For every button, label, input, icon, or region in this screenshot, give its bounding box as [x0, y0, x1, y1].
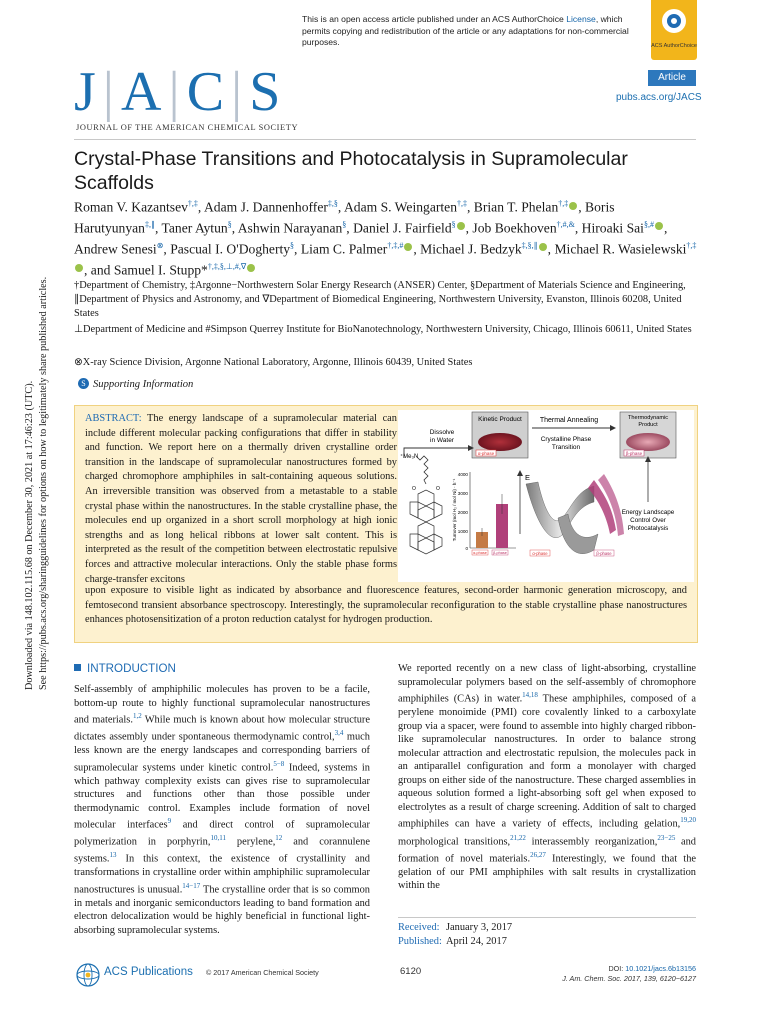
- toc-dissolve-1: Dissolve: [429, 429, 455, 436]
- abstract-label: ABSTRACT:: [85, 413, 142, 424]
- svg-text:1000: 1000: [457, 529, 468, 534]
- author-affiliation-marks: §: [227, 219, 232, 229]
- supporting-info-icon: S: [78, 378, 89, 389]
- article-title: Crystal-Phase Transitions and Photocatalysis in Supramolecular Scaffolds: [74, 148, 628, 194]
- svg-text:Product: Product: [638, 422, 658, 428]
- download-notice-line1: Downloaded via 148.102.115.68 on December 30, 2021 at 17:46:23 (UTC).: [24, 380, 35, 690]
- author-affiliation-marks: †,‡,§,⊥,#,∇: [207, 261, 247, 271]
- author-affiliation-marks: §: [342, 219, 347, 229]
- citation-ref[interactable]: 21,22: [510, 833, 526, 842]
- svg-text:α-phase: α-phase: [532, 551, 548, 556]
- download-notice: [6, 0, 48, 1024]
- author-affiliation-marks: †,‡: [558, 199, 569, 208]
- acs-logo-icon: [74, 962, 102, 988]
- license-link[interactable]: License: [566, 14, 596, 24]
- orcid-icon[interactable]: [539, 243, 547, 251]
- svg-text:β-phase: β-phase: [493, 551, 507, 555]
- citation: J. Am. Chem. Soc. 2017, 139, 6120−6127: [562, 974, 696, 983]
- citation-ref[interactable]: 23−25: [657, 833, 676, 842]
- download-notice-line2: See https://pubs.acs.org/sharingguidelines for options on how to legitimately share published articles.: [38, 276, 49, 690]
- author-name[interactable]: Liam C. Palmer: [300, 241, 388, 257]
- author-name[interactable]: Taner Aytun: [161, 220, 228, 236]
- author-list: Roman V. Kazantsev†,‡, Adam J. Dannenhoffer‡,§, Adam S. Weingarten†,‡, Brian T. Phelan†,‡ , Boris Harutyunyan‡,∥, Taner Aytun§, Ashwin Narayanan§, Daniel J. Fairfield§ , Job Boekhoven†,#,&, Hiroaki Sai§,# , Andrew Senesi⊗, Pascual I. O'Dogherty§, Liam C. Palmer†,‡,# , Michael J. Bedzyk‡,§,∥ , Michael R. Wasielewski†,‡, and Samuel I. Stupp*†,‡,§,⊥,#,∇: [74, 199, 697, 278]
- header-divider: [74, 139, 696, 140]
- orcid-icon[interactable]: [457, 222, 465, 230]
- section-square-icon: [74, 664, 81, 671]
- author-affiliation-marks: ‡,§,∥: [521, 240, 538, 250]
- author-name[interactable]: Hiroaki Sai: [581, 220, 644, 236]
- svg-text:4000: 4000: [457, 472, 468, 477]
- toc-ylabel: Turnover (mol H₂ / mol Ni) · h⁻¹: [452, 478, 457, 542]
- citation-ref[interactable]: 12: [275, 834, 283, 843]
- svg-text:O: O: [412, 486, 416, 492]
- dates-divider: [398, 917, 696, 918]
- citation-ref[interactable]: 3,4: [334, 729, 344, 738]
- orcid-icon[interactable]: [655, 222, 663, 230]
- author-name[interactable]: Job Boekhoven: [472, 220, 557, 236]
- svg-text:in Water: in Water: [430, 437, 454, 444]
- toc-control-label-1: Energy Landscape: [621, 509, 675, 516]
- introduction-heading: INTRODUCTION: [74, 662, 176, 675]
- toc-thermal-label: Thermal Annealing: [539, 417, 599, 424]
- citation-ref[interactable]: 26,27: [530, 850, 546, 859]
- author-affiliation-marks: †,‡: [187, 199, 198, 208]
- author-name[interactable]: Pascual I. O'Dogherty: [170, 241, 291, 257]
- toc-beta-tag: β-phase: [625, 451, 643, 456]
- journal-fullname: JOURNAL OF THE AMERICAN CHEMICAL SOCIETY: [76, 123, 299, 132]
- citation-ref[interactable]: 1,2: [132, 712, 142, 721]
- publisher-name: ACS Publications: [104, 966, 193, 978]
- author-affiliation-marks: ‡,∥: [144, 219, 155, 229]
- author-name[interactable]: Daniel J. Fairfield: [353, 220, 452, 236]
- author-affiliation-marks: †,‡: [686, 240, 697, 250]
- copyright: © 2017 American Chemical Society: [206, 968, 319, 977]
- svg-text:Control Over: Control Over: [630, 517, 666, 524]
- affiliation-2: ⊥Department of Medicine and #Simpson Querrey Institute for BioNanotechnology, Northwestern University, Chicago, Illinois 60611, United States: [74, 324, 692, 335]
- author-name[interactable]: Adam S. Weingarten: [343, 199, 457, 215]
- toc-crystal-label-2: Transition: [551, 444, 581, 451]
- author-affiliation-marks: ⊗: [156, 240, 164, 250]
- citation-ref[interactable]: 10,11: [210, 834, 226, 843]
- toc-alpha-tag: α-phase: [477, 451, 495, 456]
- journal-url[interactable]: pubs.acs.org/JACS: [616, 92, 702, 103]
- svg-text:α-phase: α-phase: [473, 551, 487, 555]
- svg-text:Photocatalysis: Photocatalysis: [627, 525, 669, 532]
- svg-text:0: 0: [465, 546, 468, 551]
- author-affiliation-marks: †,#,&: [556, 219, 575, 229]
- svg-text:O: O: [436, 486, 440, 492]
- svg-text:2000: 2000: [457, 510, 468, 515]
- toc-molecule-label: ⁺Me₃N: [400, 454, 419, 460]
- author-name[interactable]: Andrew Senesi: [74, 241, 157, 257]
- author-name[interactable]: Michael R. Wasielewski: [554, 241, 687, 257]
- article-dates: Received: January 3, 2017 Published: April 24, 2017: [398, 922, 513, 947]
- intro-right-column: We reported recently on a new class of light-absorbing, crystalline supramolecular polymers based on the self-assembly of chromophore amphiphiles (CAs) in water.$^{14,18}$ These amphiphiles, composed of a perylene monoimide (PMI) core covalently linked to a carboxylate group via a spacer, were found to assemble into highly charged ribbon-like supramolecular nanostructures. In order to balance strong molecular attraction and electrostatic repulsion, the molecules pack in an antiparallel configuration and form a monolayer with charged groups on either side of the nanostructure. These charged assemblies in aqueous solution formed a light-absorbing soft gel when exposed to electrolytes as a result of charge screening. Addition of salt to charged amphiphiles can have a variety of effects, including gelation,$^{19,20}$ morphological transitions,$^{21,22}$ interassembly reorganization,$^{23-25}$ and formation of novel materials.$^{26,27}$ Interestingly, we found that the gelation of our PMI amphiphiles with salt results in crystallization within the: [398, 663, 696, 892]
- author-affiliation-marks: §: [290, 240, 295, 250]
- author-affiliation-marks: §: [451, 219, 456, 229]
- article-type-badge: Article: [648, 70, 696, 86]
- jacs-logo: J | A | C | S: [74, 61, 282, 123]
- affiliation-3: ⊗X-ray Science Division, Argonne National Laboratory, Argonne, Illinois 60439, United States: [74, 357, 473, 368]
- toc-figure: [398, 410, 694, 582]
- svg-text:β-phase: β-phase: [596, 551, 612, 556]
- author-affiliation-marks: ‡,§: [327, 199, 338, 208]
- author-affiliation-marks: §,#: [643, 219, 654, 229]
- author-name[interactable]: and Samuel I. Stupp*: [90, 262, 208, 278]
- toc-kinetic-label: Kinetic Product: [478, 416, 522, 423]
- supporting-information-link[interactable]: S Supporting Information: [78, 378, 193, 390]
- open-access-notice: This is an open access article published under an ACS AuthorChoice License, which permits copying and redistribution of the article or any adaptations for non-commercial purposes.: [302, 14, 629, 47]
- abstract-text-bottom: upon exposure to visible light as indicated by absorbance and fluorescence features, second-order harmonic generation microscopy, and femtosecond transient absorbance spectroscopy. Interestingly, the supramolecular reconfiguration to the stable crystalline phase nanostructures enhances photosensitization of a proton reduction catalyst for hydrogen production.: [85, 585, 687, 626]
- toc-energy-label: E: [525, 473, 531, 482]
- toc-crystal-label-1: Crystalline Phase: [540, 436, 592, 443]
- author-name[interactable]: Brian T. Phelan: [473, 199, 559, 215]
- badge-label: ACS AuthorChoice: [651, 43, 697, 49]
- author-name[interactable]: Boris Harutyunyan: [74, 199, 615, 236]
- page-number: 6120: [400, 966, 422, 977]
- citation-ref[interactable]: 19,20: [680, 816, 696, 825]
- citation-ref[interactable]: 9: [167, 817, 172, 826]
- author-affiliation-marks: †,‡: [457, 199, 467, 208]
- author-affiliation-marks: †,‡,#: [387, 240, 404, 250]
- author-name[interactable]: Roman V. Kazantsev: [74, 199, 188, 215]
- doi-block: DOI: 10.1021/jacs.6b13156 J. Am. Chem. Soc. 2017, 139, 6120−6127: [560, 964, 696, 984]
- intro-left-column: Self-assembly of amphiphilic molecules has proven to be a facile, bottom-up route to highly functional supramolecular nanostructures and materials.$^{1,2}$ While much is known about how molecular structure dictates assembly under spontaneous thermodynamic control,$^{3,4}$ much less known are the energy landscapes and corresponding barriers of supramolecular systems under kinetic control.$^{5-8}$ Indeed, systems in which pathway complexity exists can gives rise to supramolecular structures and functions other than those possible under thermodynamic control. Examples include formation of novel molecular interfaces$^9$ and direct control of supramolecular polymerization in porphyrin,$^{10,11}$ perylene,$^{12}$ and corannulene systems.$^{13}$ In this context, the existence of crystallinity and transformations in crystalline order within amphiphilic supramolecular nanostructures is unusual.$^{14-17}$ The crystalline order that is so common in metals and inorganic semiconductors leading to band formation and electron delocalization would be highly beneficial in functional light-absorbing supramolecular systems.: [74, 684, 371, 937]
- citation-ref[interactable]: 14,18: [522, 691, 538, 700]
- citation-ref[interactable]: 13: [109, 851, 117, 860]
- toc-thermo-label: Thermodynamic: [627, 415, 669, 421]
- abstract-text-top: ABSTRACT: The energy landscape of a supramolecular material can include different molecular packing configurations that differ in stability and function. We report here on a thermally driven crystalline order transition in the landscape of supramolecular nanostructures formed by charged chromophore amphiphiles in salt-containing aqueous solutions. An irreversible transition was observed from a metastable to a stable crystal phase within the nanostructures. In the stable crystalline phase, the molecules end up organized in a short scroll morphology at high ionic strengths and as long helical ribbons at lower salt content. This is interpreted as the result of the competition between electrostatic repulsive forces and attractive molecular interactions. Only the stable phase forms charge-transfer excitons: [85, 413, 397, 585]
- toc-figure-graphic: [398, 410, 694, 582]
- author-name[interactable]: Michael J. Bedzyk: [420, 241, 522, 257]
- svg-text:3000: 3000: [457, 491, 468, 496]
- citation-ref[interactable]: 14−17: [182, 881, 201, 890]
- citation-ref[interactable]: 5−8: [273, 759, 285, 768]
- doi-link[interactable]: 10.1021/jacs.6b13156: [625, 964, 696, 973]
- author-name[interactable]: Ashwin Narayanan: [237, 220, 343, 236]
- orcid-icon[interactable]: [569, 202, 577, 210]
- orcid-icon[interactable]: [75, 264, 83, 272]
- orcid-icon[interactable]: [247, 264, 255, 272]
- author-name[interactable]: Adam J. Dannenhoffer: [203, 199, 328, 215]
- orcid-icon[interactable]: [404, 243, 412, 251]
- affiliation-1: †Department of Chemistry, ‡Argonne−Northwestern Solar Energy Research (ANSER) Center, §Department of Materials Science and Engineering, ∥Department of Physics and Astronomy, and ∇Department of Biomedical Engineering, Northwestern University, Evanston, Illinois 60208, United States: [74, 280, 686, 319]
- authorchoice-badge[interactable]: [651, 0, 697, 60]
